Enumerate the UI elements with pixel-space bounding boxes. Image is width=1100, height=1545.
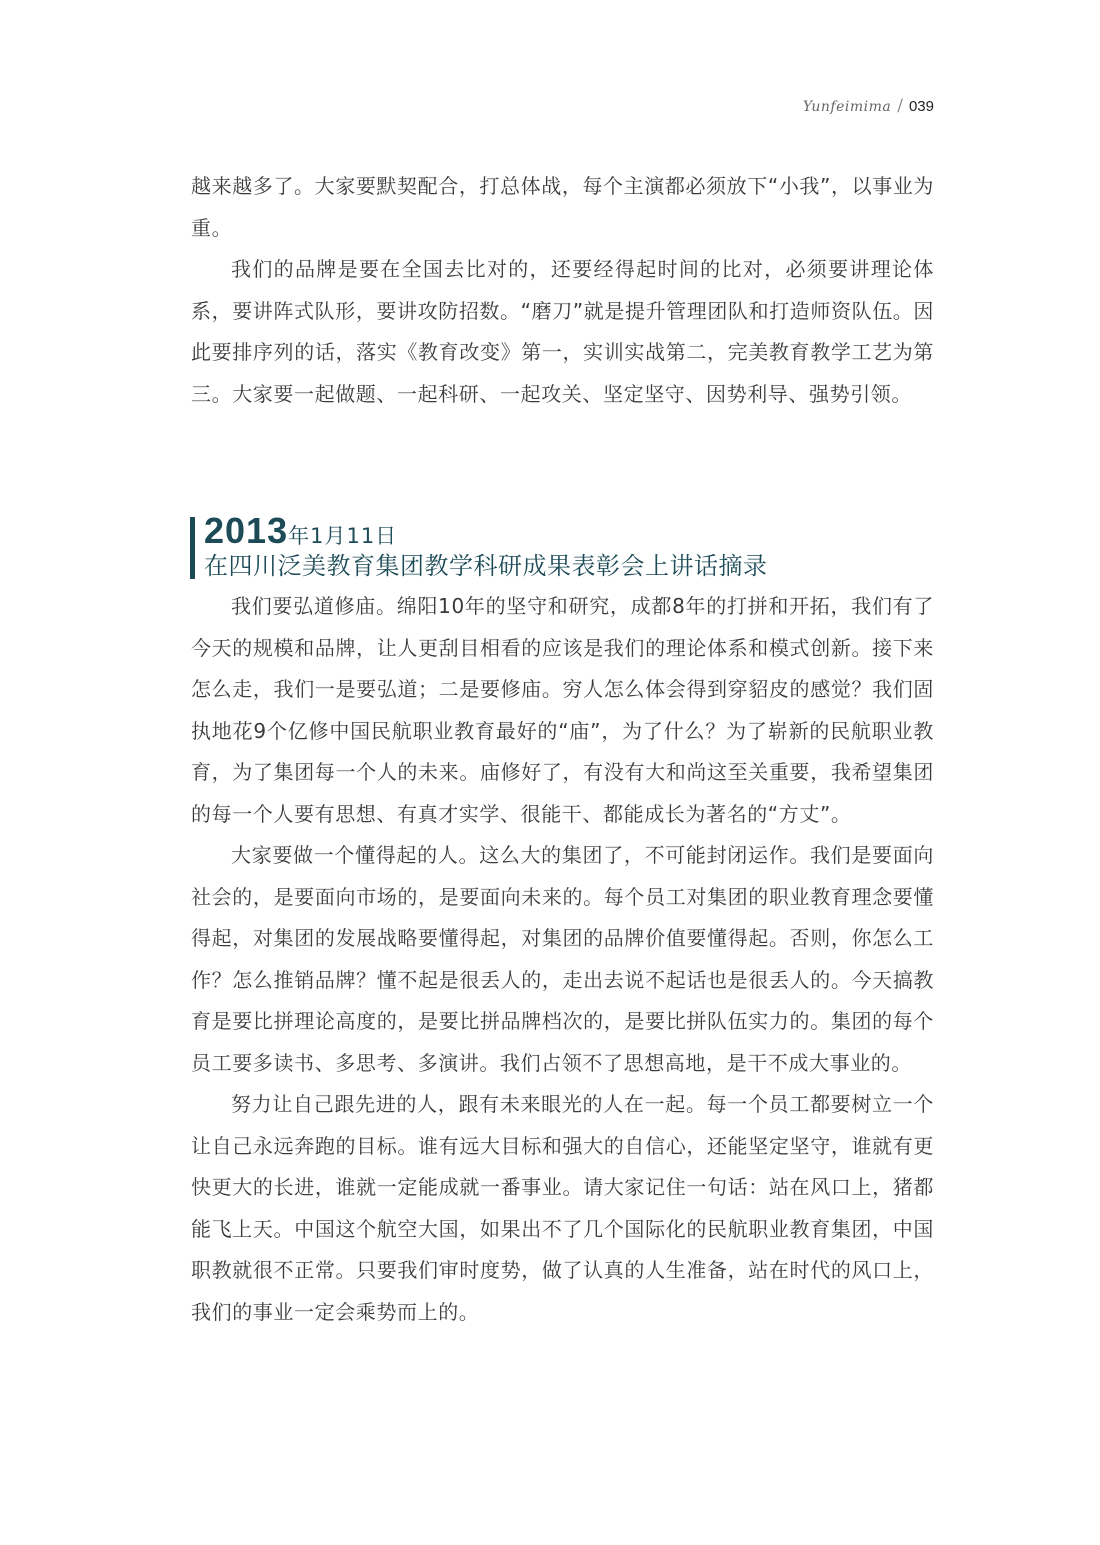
section-body [191,586,934,1333]
page-number: 039 [908,98,934,115]
section-title: 在四川泛美教育集团教学科研成果表彰会上讲话摘录 [204,552,768,580]
body-paragraph: 我们要弘道修庙。绵阳10年的坚守和研究，成都8年的打拼和开拓，我们有了今天的规模和品牌，让人更刮目相看的应该是我们的理论体系和模式创新。接下来怎么走，我们一是要弘道；二是要修庙。穷人怎么体会得到穿貂皮的感觉？我们固执地花9个亿修中国民航职业教育最好的“庙”，为了什么？为了崭新的民航职业教育，为了集团每一个人的未来。庙修好了，有没有大和尚这至关重要，我希望集团的每一个人要有思想、有真才实学、很能干、都能成长为著名的“方丈”。 [191,594,934,826]
heading-month-day: 年1月11日 [288,524,398,548]
heading-date [204,510,398,551]
heading-year: 2013 [204,510,289,551]
header-separator: / [897,96,903,116]
body-paragraph: 我们的品牌是要在全国去比对的，还要经得起时间的比对，必须要讲理论体系，要讲阵式队形，要讲攻防招数。“磨刀”就是提升管理团队和打造师资队伍。因此要排序列的话，落实《教育改变》第一，实训实战第二，完美教育教学工艺为第三。大家要一起做题、一起科研、一起攻关、坚定坚守、因势利导、强势引领。 [191,257,934,406]
page-header [803,96,934,116]
continued-paragraph: 越来越多了。大家要默契配合，打总体战，每个主演都必须放下“小我”，以事业为重。 [191,174,934,240]
body-paragraph: 努力让自己跟先进的人，跟有未来眼光的人在一起。每一个员工都要树立一个让自己永远奔跑的目标。谁有远大目标和强大的自信心，还能坚定坚守，谁就有更快更大的长进，谁就一定能成就一番事业。请大家记住一句话：站在风口上，猪都能飞上天。中国这个航空大国，如果出不了几个国际化的民航职业教育集团，中国职教就很不正常。只要我们审时度势，做了认真的人生准备，站在时代的风口上，我们的事业一定会乘势而上的。 [191,1092,934,1324]
header-brand: Yunfeimima [802,99,892,115]
body-paragraph: 大家要做一个懂得起的人。这么大的集团了，不可能封闭运作。我们是要面向社会的，是要面向市场的，是要面向未来的。每个员工对集团的职业教育理念要懂得起，对集团的发展战略要懂得起，对集团的品牌价值要懂得起。否则，你怎么工作？怎么推销品牌？懂不起是很丢人的，走出去说不起话也是很丢人的。今天搞教育是要比拼理论高度的，是要比拼品牌档次的，是要比拼队伍实力的。集团的每个员工要多读书、多思考、多演讲。我们占领不了思想高地，是干不成大事业的。 [191,843,934,1075]
heading-accent-bar [190,517,195,579]
section-heading [190,510,950,581]
top-text-block [191,166,934,415]
